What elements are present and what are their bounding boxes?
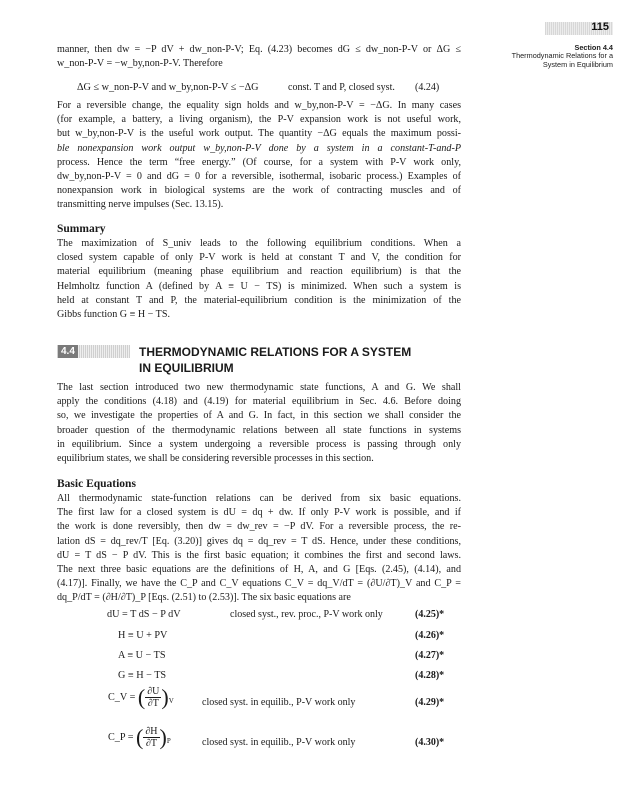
basic-line: dU = T dS − P dV. This is the first basic equation; it combines the first and second laws. (57, 549, 461, 561)
intro-paragraph (57, 99, 461, 213)
equation-4-30-lhs: C_P (108, 731, 126, 743)
section-line: in equilibrium. Since a system undergoing a reversible process is passing through only (57, 438, 461, 450)
intro-para-line: process. Hence the term “free energy.” (Of course, for a system with P-V work only, (57, 156, 461, 168)
section-line: broader question of the thermodynamic relations between all state functions in systems (57, 424, 461, 436)
basic-equations-title: Basic Equations (57, 478, 136, 490)
section-number: 4.4 (58, 345, 78, 358)
equation-4-29: C_V = ( $\frac{\partial U}{\partial T}$ )$_V$ (108, 684, 174, 710)
equation-4-29-number: (4.29)* (415, 697, 445, 708)
section-line: so, we investigate the properties of A and G. In fact, in this section we shall consider the (57, 410, 461, 422)
summary-line: The maximization of S_univ leads to the following equilibrium conditions. When a (57, 238, 461, 249)
basic-line: lation dS = dq_rev/T [Eq. (3.20)] gives dq = dq_rev = T dS. Hence, under these conditions, (57, 535, 461, 547)
equation-4-25-condition: closed syst., rev. proc., P-V work only (230, 609, 383, 620)
intro-para-line: (for example, a battery, a living organism), the P-V expansion work is not useful work, (57, 114, 461, 126)
section-heading (139, 344, 411, 376)
equation-4-24-lhs: ΔG ≤ w_non-P-V and w_by,non-P-V ≤ −ΔG (77, 82, 259, 93)
summary-line: Helmholtz function A (defined by A ≡ U − TS) is minimized. When such a system is (57, 280, 461, 292)
equation-4-25-number: (4.25)* (415, 609, 445, 620)
section-heading-line-1: THERMODYNAMIC RELATIONS FOR A SYSTEM (139, 345, 412, 359)
equation-4-24-number: (4.24) (415, 82, 440, 93)
intro-para-line: transmitting nerve impulses (Sec. 13.15). (57, 199, 224, 211)
equation-4-28: G ≡ H − TS (118, 670, 167, 681)
intro-text (57, 43, 461, 71)
basic-line: dq_P/dT = (∂H/∂T)_P [Eqs. (2.51) to (2.53)]. The six basic equations are (57, 592, 351, 604)
equation-4-29-condition: closed syst. in equilib., P-V work only (202, 697, 356, 708)
equation-4-24-condition: const. T and P, closed syst. (288, 82, 395, 93)
basic-line: All thermodynamic state-function relations can be derived from six basic equations. (57, 493, 461, 504)
section-intro-text (57, 381, 461, 466)
summary-line: closed system capable of only P-V work is held at constant T and V, the condition for (57, 252, 461, 264)
basic-line: (4.17)]. Finally, we have the C_P and C_V equations C_V = dq_V/dT = (∂U/∂T)_V and C_P = (57, 578, 461, 590)
equation-4-29-lhs: C_V (108, 691, 128, 703)
equation-4-25: dU = T dS − P dV (107, 609, 181, 620)
page-number: 115 (591, 21, 609, 33)
summary-line: Gibbs function G ≡ H − TS. (57, 309, 170, 321)
section-heading-line-2: IN EQUILIBRIUM (139, 361, 234, 375)
page-number-bar (545, 22, 613, 35)
intro-para-line: ble nonexpansion work output w_by,non-P-V done by a system in a constant-T-and-P (57, 142, 461, 154)
summary-line: held at constant T and P, the material-equilibrium condition is the minimization of the (57, 294, 461, 306)
running-head-title-1: Thermodynamic Relations for a (511, 51, 613, 61)
equation-4-30-derivative: $\frac{\partial H}{\partial T}$ (145, 726, 158, 749)
intro-para-line: but w_by,non-P-V is the useful work output. The quantity −ΔG equals the maximum possi- (57, 128, 461, 140)
summary-text (57, 237, 461, 322)
section-number-box (57, 345, 130, 358)
equation-4-30-condition: closed syst. in equilib., P-V work only (202, 737, 356, 748)
section-line: apply the conditions (4.18) and (4.19) for material equilibrium in Sec. 4.6. Before doing (57, 396, 461, 408)
running-head (512, 44, 613, 69)
basic-line: the work is done reversibly, then dw = dw_rev = −P dV. For a reversible process, the re- (57, 521, 461, 533)
basic-line: The first law for a closed system is dU = dq + dw. If only P-V work is possible, and if (57, 507, 461, 519)
intro-line: manner, then dw = −P dV + dw_non-P-V; Eq. (4.23) becomes dG ≤ dw_non-P-V or ΔG ≤ (57, 44, 461, 55)
equation-4-29-derivative: $\frac{\partial U}{\partial T}$ (147, 686, 160, 709)
equation-4-30: C_P = ( $\frac{\partial H}{\partial T}$ )$_P$ (108, 724, 171, 750)
section-line: The last section introduced two new thermodynamic state functions, A and G. We shall (57, 382, 461, 393)
equation-4-27-number: (4.27)* (415, 650, 445, 661)
equation-4-28-number: (4.28)* (415, 670, 445, 681)
summary-line: material equilibrium (meaning phase equilibrium and reaction equilibrium) is that the (57, 266, 461, 278)
summary-title: Summary (57, 223, 106, 235)
basic-equations-text (57, 492, 461, 606)
equation-4-27: A ≡ U − TS (118, 650, 166, 661)
intro-para-line: dw_by,non-P-V = 0 and dG = 0 for a reversible, isothermal, isobaric process.) Examples of (57, 171, 461, 183)
section-line: equilibrium states, we shall be considering reversible processes in this section. (57, 453, 374, 465)
intro-para-line: For a reversible change, the equality sign holds and w_by,non-P-V = −ΔG. In many cases (57, 100, 461, 111)
running-head-title-2: System in Equilibrium (542, 59, 613, 69)
intro-para-line: nonexpansion work in biological systems are the work of contracting muscles and of (57, 185, 461, 197)
equation-4-26: H ≡ U + PV (118, 630, 168, 641)
running-head-section: Section 4.4 (574, 43, 613, 52)
equation-4-30-number: (4.30)* (415, 737, 445, 748)
basic-line: The next three basic equations are the definitions of H, A, and G [Eqs. (2.45), (4.14), and (57, 564, 461, 576)
equation-4-26-number: (4.26)* (415, 630, 445, 641)
intro-line: w_non-P-V = −w_by,non-P-V. Therefore (57, 58, 223, 70)
